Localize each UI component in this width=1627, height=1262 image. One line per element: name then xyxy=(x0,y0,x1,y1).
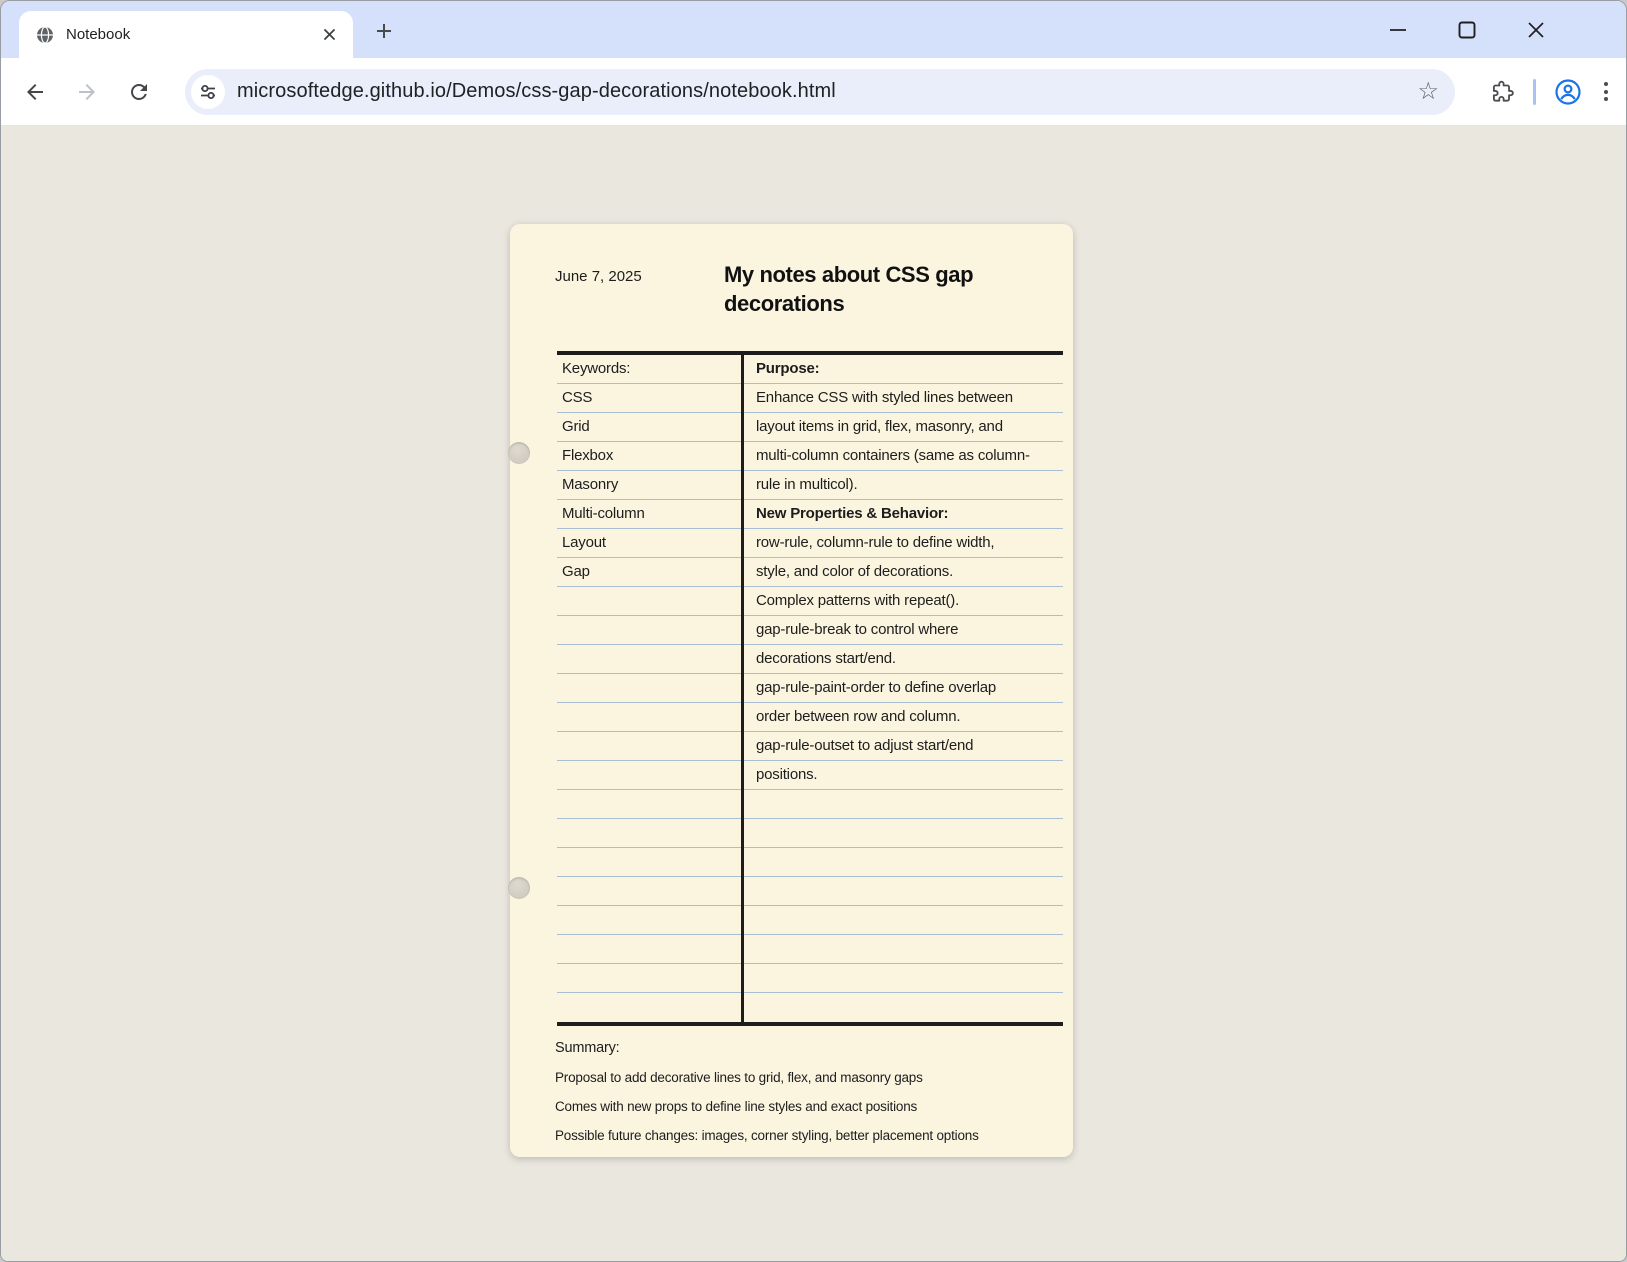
summary-line: Comes with new props to define line styles and exact positions xyxy=(555,1099,918,1114)
note-cell: gap-rule-break to control where xyxy=(744,616,1063,645)
new-tab-button[interactable] xyxy=(369,16,399,46)
note-title xyxy=(724,260,973,318)
keyword-cell xyxy=(557,877,741,906)
keyword-cell: Keywords: xyxy=(557,355,741,384)
summary-heading: Summary: xyxy=(555,1040,620,1056)
keyword-cell xyxy=(557,906,741,935)
keyword-cell: Gap xyxy=(557,558,741,587)
note-cell: Enhance CSS with styled lines between xyxy=(744,384,1063,413)
toolbar-right xyxy=(1471,78,1612,106)
punch-hole xyxy=(508,442,530,464)
forward-icon[interactable] xyxy=(65,70,109,114)
summary-section xyxy=(555,1034,1060,1150)
note-card xyxy=(510,224,1073,1157)
note-cell: rule in multicol). xyxy=(744,471,1063,500)
tab-notebook[interactable] xyxy=(19,11,353,58)
note-cell xyxy=(744,906,1063,935)
keyword-cell xyxy=(557,993,741,1022)
summary-line: Proposal to add decorative lines to grid, flex, and masonry gaps xyxy=(555,1070,923,1085)
globe-favicon-icon xyxy=(35,25,55,45)
keyword-cell: Masonry xyxy=(557,471,741,500)
keyword-cell: Multi-column xyxy=(557,500,741,529)
page-viewport xyxy=(1,126,1626,1261)
note-cell: New Properties & Behavior: xyxy=(744,500,1063,529)
tab-strip xyxy=(1,1,1626,58)
note-title-line: My notes about CSS gap xyxy=(724,262,974,287)
url-text[interactable]: microsoftedge.github.io/Demos/css-gap-decorations/notebook.html xyxy=(237,80,836,102)
maximize-icon[interactable] xyxy=(1452,15,1482,45)
note-title-line: decorations xyxy=(724,291,845,316)
toolbar xyxy=(1,58,1626,126)
note-cell: positions. xyxy=(744,761,1063,790)
reload-icon[interactable] xyxy=(117,70,161,114)
note-cell: decorations start/end. xyxy=(744,645,1063,674)
keyword-cell: Flexbox xyxy=(557,442,741,471)
window-controls xyxy=(1383,1,1551,58)
menu-kebab-icon[interactable] xyxy=(1600,78,1612,105)
note-cell: Complex patterns with repeat(). xyxy=(744,587,1063,616)
keyword-cell xyxy=(557,790,741,819)
profile-avatar-icon[interactable] xyxy=(1554,78,1582,106)
summary-line: Possible future changes: images, corner styling, better placement options xyxy=(555,1128,979,1143)
keyword-cell xyxy=(557,761,741,790)
keyword-cell: Layout xyxy=(557,529,741,558)
note-cell xyxy=(744,790,1063,819)
note-cell: Purpose: xyxy=(744,355,1063,384)
site-settings-icon[interactable] xyxy=(191,75,225,109)
keyword-cell xyxy=(557,848,741,877)
keyword-cell: CSS xyxy=(557,384,741,413)
punch-hole xyxy=(508,877,530,899)
note-cell xyxy=(744,877,1063,906)
note-cell: layout items in grid, flex, masonry, and xyxy=(744,413,1063,442)
plus-icon xyxy=(375,22,393,40)
keyword-cell xyxy=(557,616,741,645)
bookmark-star-icon[interactable]: ☆ xyxy=(1417,77,1439,105)
keyword-cell xyxy=(557,674,741,703)
note-cell: gap-rule-paint-order to define overlap xyxy=(744,674,1063,703)
notes-table xyxy=(557,351,1063,1026)
tab-close-icon[interactable] xyxy=(317,23,341,47)
keyword-cell xyxy=(557,703,741,732)
minimize-icon[interactable] xyxy=(1383,15,1413,45)
keyword-cell xyxy=(557,645,741,674)
note-cell: row-rule, column-rule to define width, xyxy=(744,529,1063,558)
note-cell: style, and color of decorations. xyxy=(744,558,1063,587)
tab-title: Notebook xyxy=(66,26,131,43)
note-cell xyxy=(744,993,1063,1022)
note-cell xyxy=(744,848,1063,877)
note-cell: multi-column containers (same as column- xyxy=(744,442,1063,471)
address-bar[interactable] xyxy=(185,69,1455,115)
back-icon[interactable] xyxy=(13,70,57,114)
note-cell: order between row and column. xyxy=(744,703,1063,732)
toolbar-divider xyxy=(1533,79,1536,105)
note-cell xyxy=(744,935,1063,964)
close-window-icon[interactable] xyxy=(1521,15,1551,45)
note-cell: gap-rule-outset to adjust start/end xyxy=(744,732,1063,761)
keyword-cell: Grid xyxy=(557,413,741,442)
keywords-column xyxy=(557,355,741,1022)
keyword-cell xyxy=(557,732,741,761)
note-cell xyxy=(744,819,1063,848)
keyword-cell xyxy=(557,964,741,993)
keyword-cell xyxy=(557,935,741,964)
note-cell xyxy=(744,964,1063,993)
note-date: June 7, 2025 xyxy=(555,268,642,285)
notes-column xyxy=(744,355,1063,1022)
keyword-cell xyxy=(557,819,741,848)
extensions-icon[interactable] xyxy=(1489,79,1515,105)
keyword-cell xyxy=(557,587,741,616)
